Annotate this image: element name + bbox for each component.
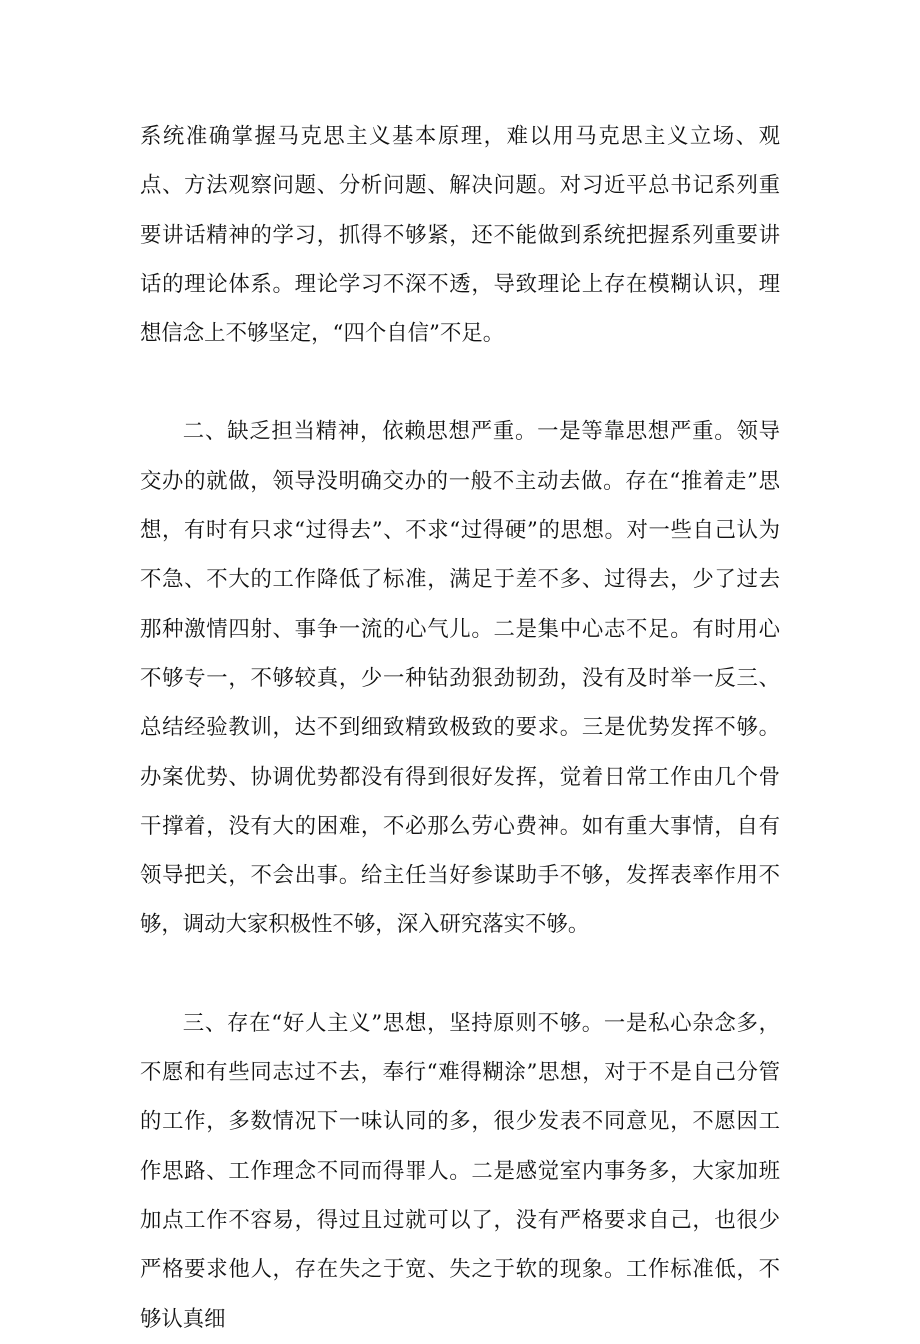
paragraph-3: 三、存在“好人主义”思想，坚持原则不够。一是私心杂念多，不愿和有些同志过不去，奉行“难得糊涂”思想，对于不是自己分管的工作，多数情况下一味认同的多，很少发表不同意见，不愿因工作思路、工作理念不同而得罪人。二是感觉室内事务多，大家加班加点工作不容易，得过且过就可以了，没有严格要求自己，也很少严格要求他人，存在失之于宽、失之于软的现象。工作标准低，不够认真细 (140, 1010, 780, 1332)
paragraph-2: 二、缺乏担当精神，依赖思想严重。一是等靠思想严重。领导交办的就做，领导没明确交办的一般不主动去做。存在“推着走”思想，有时有只求“过得去”、不求“过得硬”的思想。对一些自己认为不急、不大的工作降低了标准，满足于差不多、过得去，少了过去那种激情四射、事争一流的心气儿。二是集中心志不足。有时用心不够专一，不够较真，少一种钻劲狠劲韧劲，没有及时举一反三、总结经验教训，达不到细致精致极致的要求。三是优势发挥不够。办案优势、协调优势都没有得到很好发挥，觉着日常工作由几个骨干撑着，没有大的困难，不必那么劳心费神。如有重大事情，自有领导把关，不会出事。给主任当好参谋助手不够，发挥表率作用不够，调动大家积极性不够，深入研究落实不够。 (140, 419, 780, 938)
document-body (140, 112, 780, 1344)
paragraph-1: 系统准确掌握马克思主义基本原理，难以用马克思主义立场、观点、方法观察问题、分析问题、解决问题。对习近平总书记系列重要讲话精神的学习，抓得不够紧，还不能做到系统把握系列重要讲话的理论体系。理论学习不深不透，导致理论上存在模糊认识，理想信念上不够坚定，“四个自信”不足。 (140, 124, 780, 347)
